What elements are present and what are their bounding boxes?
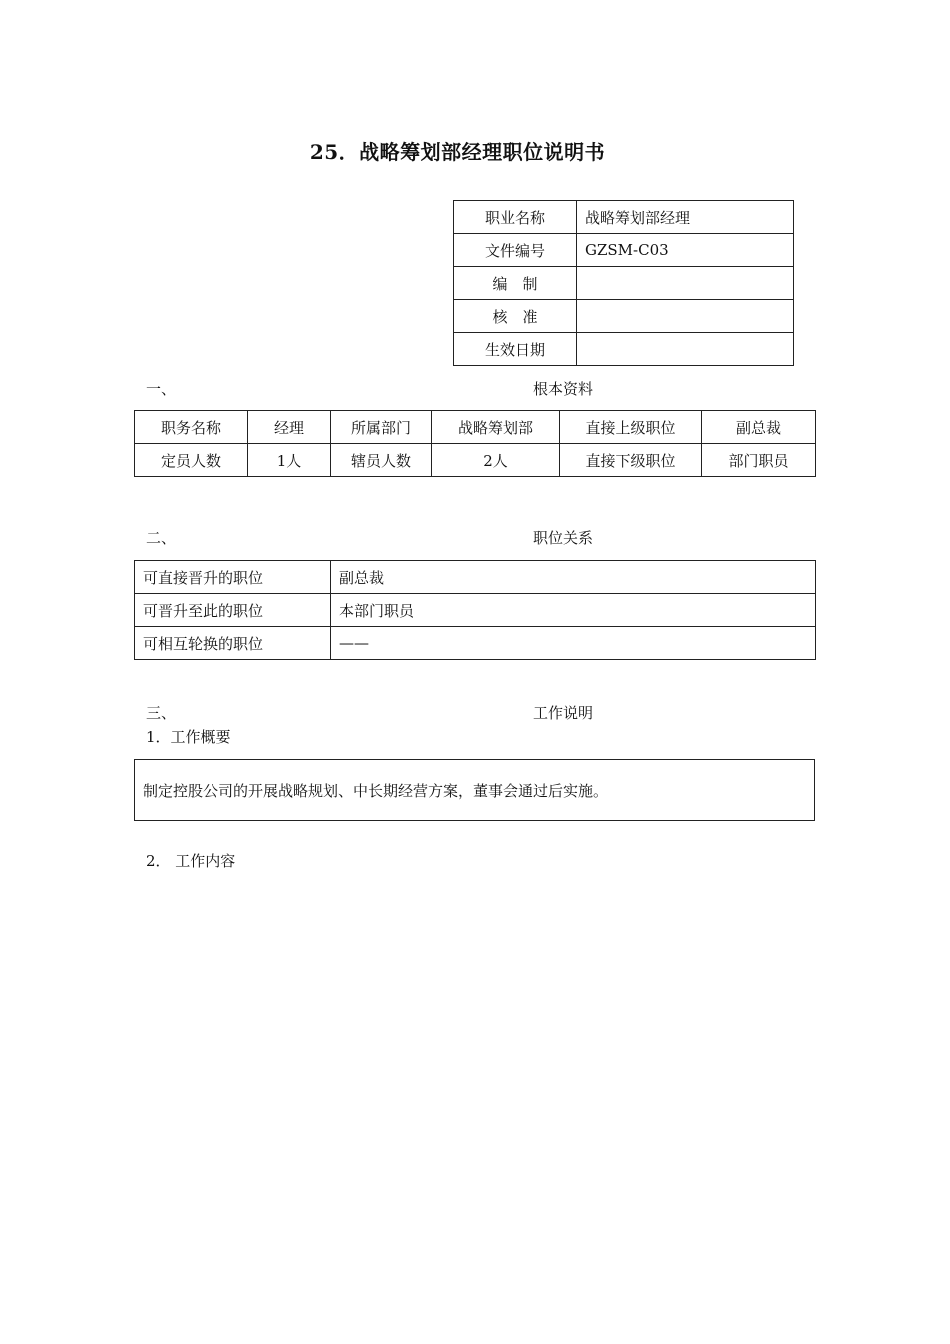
table-row bbox=[454, 201, 794, 234]
table-cell: 职务名称 bbox=[135, 411, 248, 444]
table-row bbox=[135, 760, 815, 821]
table-row bbox=[135, 411, 816, 444]
subsection-heading: 2． 工作内容 bbox=[146, 852, 236, 870]
table-cell: 直接上级职位 bbox=[560, 411, 702, 444]
info-value bbox=[577, 267, 794, 300]
table-row bbox=[135, 444, 816, 477]
section-number: 一、 bbox=[146, 380, 177, 398]
work-summary-text: 制定控股公司的开展战略规划、中长期经营方案，董事会通过后实施。 bbox=[135, 760, 815, 821]
table-cell: 战略筹划部 bbox=[432, 411, 560, 444]
relation-value: —— bbox=[331, 627, 816, 660]
section-title: 工作说明 bbox=[533, 704, 594, 722]
relation-label: 可相互轮换的职位 bbox=[135, 627, 331, 660]
page-title: 25．战略筹划部经理职位说明书 bbox=[309, 140, 606, 164]
info-label: 编 制 bbox=[454, 267, 577, 300]
section-number: 二、 bbox=[146, 529, 177, 547]
section-title: 根本资料 bbox=[533, 380, 594, 398]
table-cell: 定员人数 bbox=[135, 444, 248, 477]
table-cell: 所属部门 bbox=[331, 411, 432, 444]
info-label: 生效日期 bbox=[454, 333, 577, 366]
info-label: 职业名称 bbox=[454, 201, 577, 234]
relation-value: 副总裁 bbox=[331, 561, 816, 594]
info-value bbox=[577, 333, 794, 366]
table-cell: 部门职员 bbox=[702, 444, 816, 477]
info-value: 战略筹划部经理 bbox=[577, 201, 794, 234]
info-label: 核 准 bbox=[454, 300, 577, 333]
table-row bbox=[454, 300, 794, 333]
work-summary-box bbox=[134, 759, 815, 821]
section-title: 职位关系 bbox=[533, 529, 594, 547]
info-value: GZSM-C03 bbox=[577, 234, 794, 267]
info-value bbox=[577, 300, 794, 333]
subsection-heading: 1．工作概要 bbox=[146, 728, 231, 746]
table-cell: 副总裁 bbox=[702, 411, 816, 444]
relation-value: 本部门职员 bbox=[331, 594, 816, 627]
table-row bbox=[135, 594, 816, 627]
table-row bbox=[135, 627, 816, 660]
table-row bbox=[135, 561, 816, 594]
section-number: 三、 bbox=[146, 704, 177, 722]
table-cell: 1人 bbox=[248, 444, 331, 477]
table-row bbox=[454, 333, 794, 366]
relation-label: 可晋升至此的职位 bbox=[135, 594, 331, 627]
position-relations-table bbox=[134, 560, 816, 660]
relation-label: 可直接晋升的职位 bbox=[135, 561, 331, 594]
table-row bbox=[454, 234, 794, 267]
info-table bbox=[453, 200, 794, 366]
info-label: 文件编号 bbox=[454, 234, 577, 267]
table-cell: 2人 bbox=[432, 444, 560, 477]
table-cell: 经理 bbox=[248, 411, 331, 444]
table-row bbox=[454, 267, 794, 300]
basic-info-table bbox=[134, 410, 816, 477]
table-cell: 直接下级职位 bbox=[560, 444, 702, 477]
table-cell: 辖员人数 bbox=[331, 444, 432, 477]
